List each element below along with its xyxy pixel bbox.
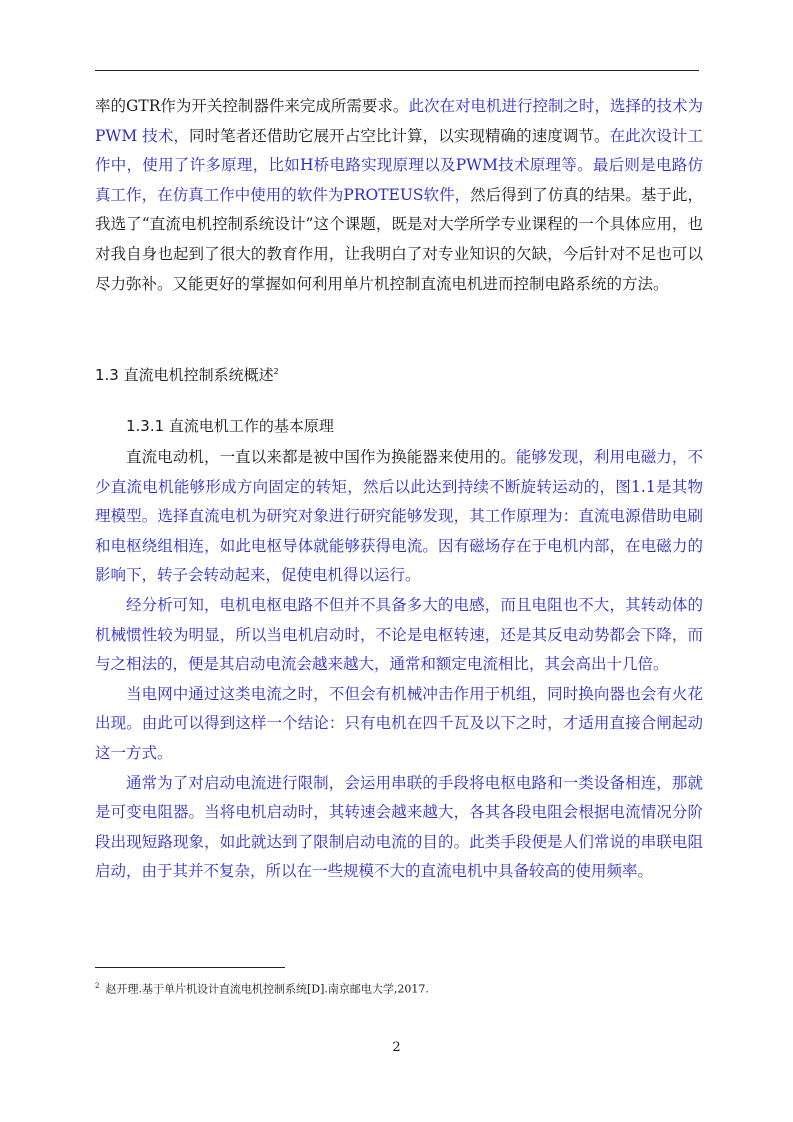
text-segment: 最后则是电路仿真工作，在仿真工作中使用的软件为PROTEUS软件， (95, 156, 703, 204)
text-segment: 直流电动机，一直以来都是被中国作为换能器来使用的。 (126, 448, 516, 466)
text-segment: 当电网中通过这类电流之时，不但会有机械冲击作用于机组，同时换向器也会有火花出现。由此可以得到这样一个结论：只有电机在四千瓦及以下之时，才适用直接合闸起动这一方式。 (95, 684, 703, 762)
text-segment: 此次在对电机进行控制之时，选择的技术为PWM 技术， (95, 97, 703, 145)
body-paragraph (95, 591, 703, 680)
footnote-rule (95, 967, 285, 968)
header-rule (95, 70, 699, 71)
text-segment: 率的GTR作为开关控制器件来完成所需要求。 (95, 97, 409, 115)
text-segment: 在此次设计工作中，使用了许多原理，比如H桥电路实现原理以及PWM技术原理等。 (95, 126, 703, 175)
section-heading-text: 1.3 直流电机控制系统概述 (95, 366, 274, 384)
body-paragraph (95, 769, 703, 887)
page-number: 2 (392, 1040, 401, 1055)
body-paragraph (95, 680, 703, 769)
text-segment: 通常为了对启动电流进行限制，会运用串联的手段将电枢电路和一类设备相连，那就是可变电阻器。当将电机启动时，其转速会越来越大，各其各段电阻会根据电流情况分阶段出现短路现象，如此就达到了限制启动电流的目的。此类手段便是人们常说的串联电阻启动，由于其并不复杂，所以在一些规模不大的直流电机中具备较高的使用频率。 (95, 773, 703, 881)
text-segment: 然后得到了仿真的结果。基于此，我选了“直流电机控制系统设计”这个课题，既是对大学所学专业课程的一个具体应用，也对我自身也起到了很大的教育作用，让我明白了对专业知识的欠缺，今后针对不足也可以尽力弥补。又能更好的掌握如何利用单片机控制直流电机进而控制电路系统的方法。 (95, 185, 703, 293)
intro-paragraph-block (95, 92, 703, 299)
intro-paragraph (95, 92, 703, 299)
section-body (95, 443, 703, 887)
subsection-heading: 1.3.1 直流电机工作的基本原理 (126, 417, 334, 435)
footnote-text: 赵开理.基于单片机设计直流电机控制系统[D].南京邮电大学,2017. (105, 982, 429, 996)
section-heading (95, 364, 279, 385)
footnote-ref: 2 (273, 367, 279, 376)
text-segment: 经分析可知，电机电枢电路不但并不具备多大的电感，而且电阻也不大，其转动体的机械惯性较为明显，所以当电机启动时，不论是电枢转速，还是其反电动势都会下降，而与之相法的，便是其启动电流会越来越大，通常和额定电流相比，其会高出十几倍。 (95, 595, 703, 674)
text-segment: 同时笔者还借助它展开占空比计算，以实现精确的速度调节。 (188, 126, 610, 145)
body-paragraph (95, 443, 703, 591)
footnote-number: 2 (95, 982, 100, 990)
text-segment: 选择直流电机为研究对象进行研究能够发现，其工作原理为：直流电源借助电刷和电枢绕组相连，如此电枢导体就能够获得电流。因有磁场存在于电机内部，在电磁力的影响下，转子会转动起来，促使电机得以运行。 (95, 507, 703, 585)
text-segment: 能够发现，利用电磁力，不少直流电机能够形成方向固定的转矩，然后以此达到持续不断旋转运动的，图1.1是其物理模型。 (95, 448, 703, 526)
footnote (95, 978, 429, 998)
